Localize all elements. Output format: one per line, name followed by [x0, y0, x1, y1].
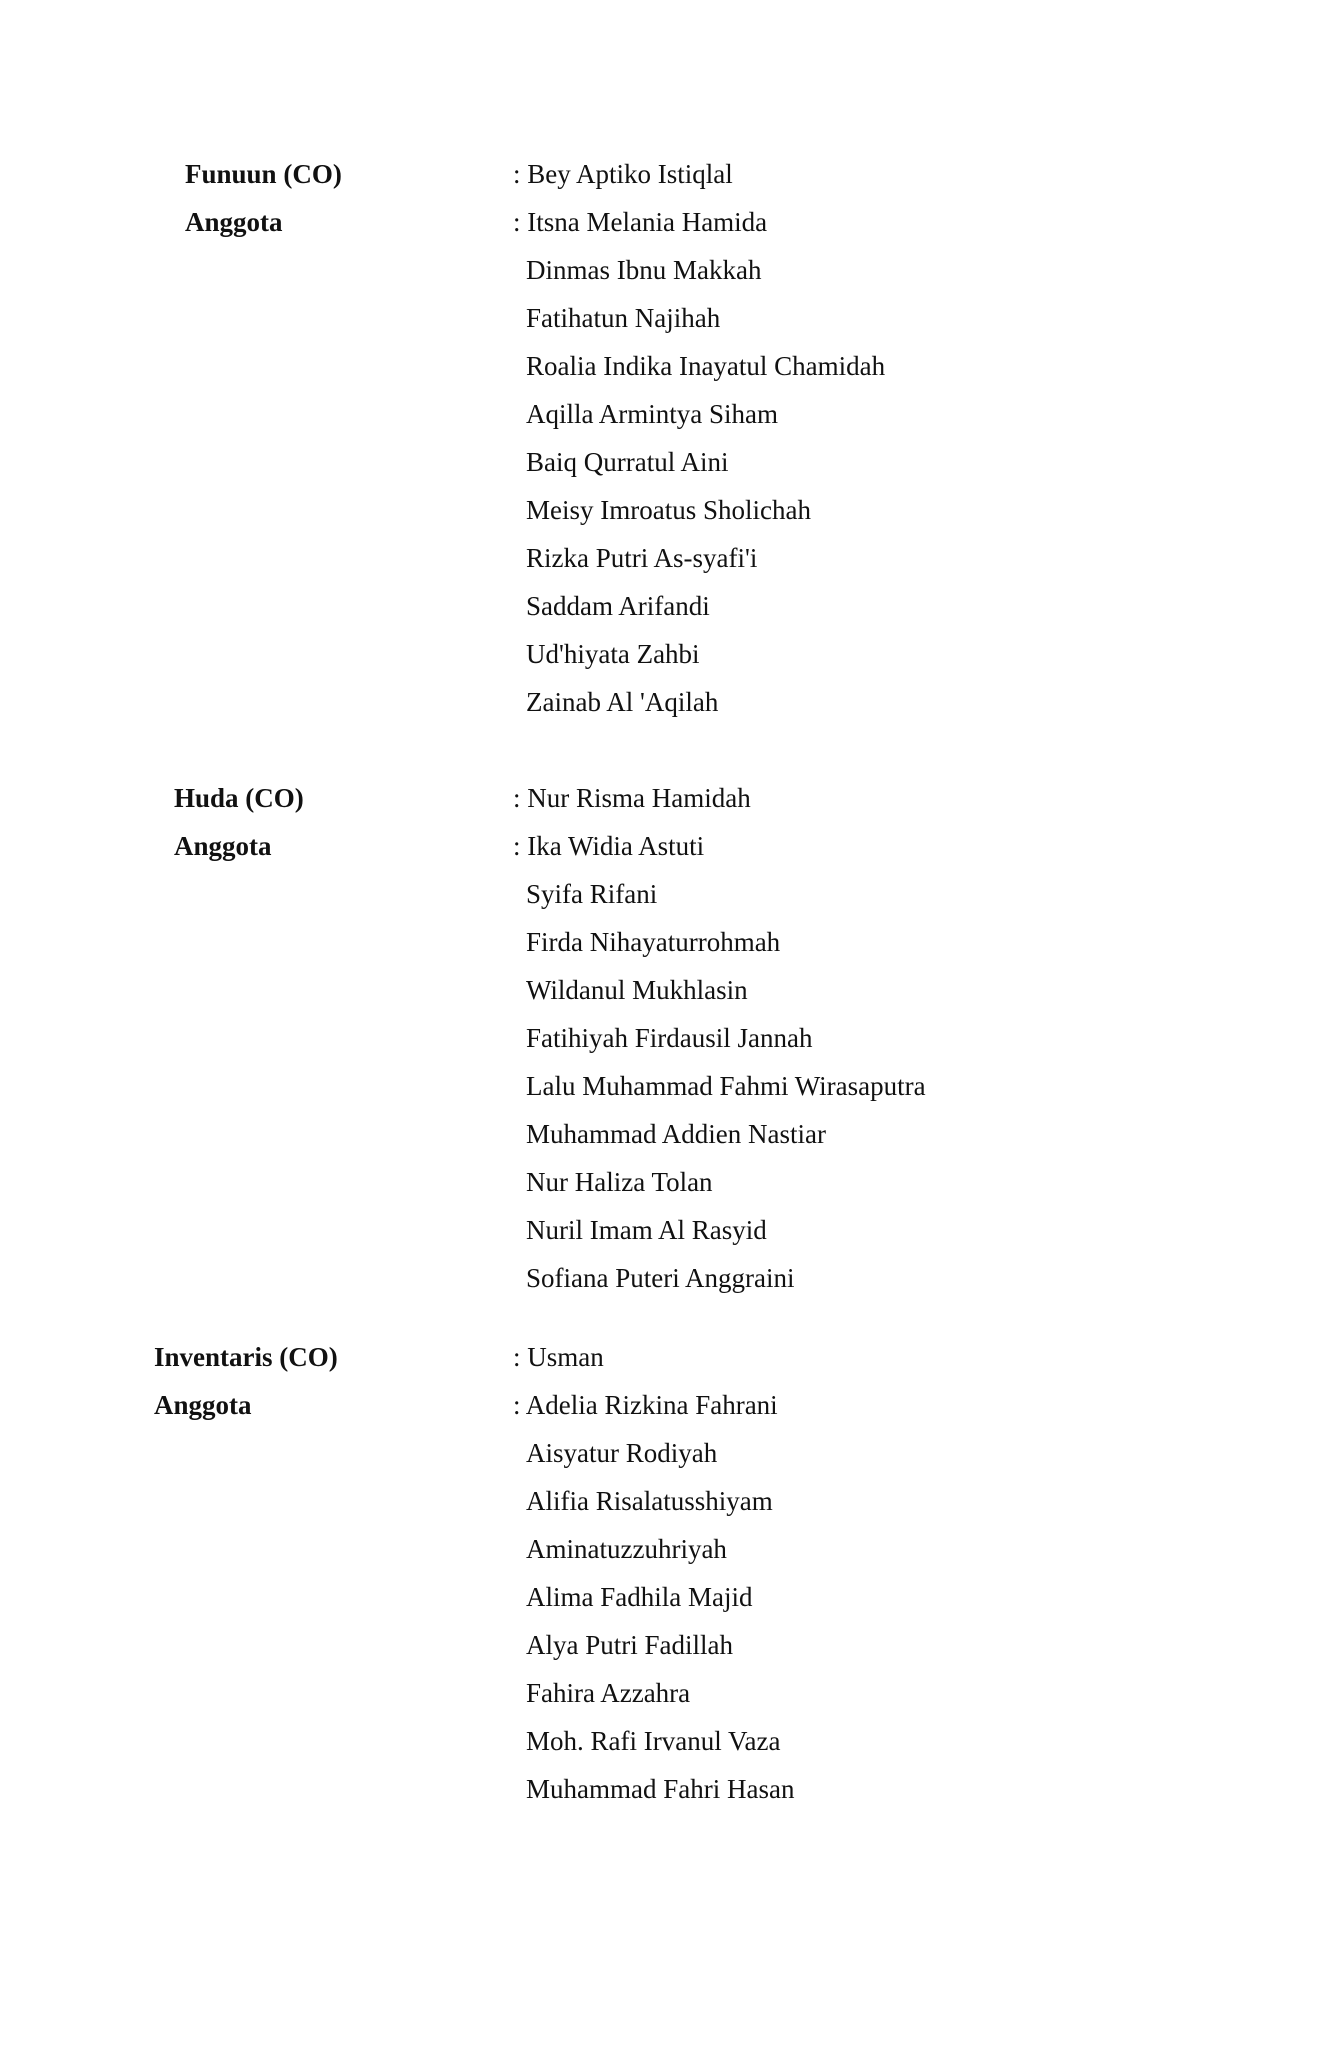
member-name: Muhammad Addien Nastiar [526, 1119, 826, 1149]
co-label: Funuun (CO) [185, 159, 342, 189]
member-name: Ud'hiyata Zahbi [526, 639, 700, 669]
co-value: : Bey Aptiko Istiqlal [513, 159, 733, 189]
anggota-first-member: : Ika Widia Astuti [513, 831, 705, 861]
member-name: Sofiana Puteri Anggraini [526, 1263, 795, 1293]
member-name: Firda Nihayaturrohmah [526, 927, 781, 957]
member-name: Moh. Rafi Irvanul Vaza [526, 1726, 781, 1756]
member-name: Zainab Al 'Aqilah [526, 687, 719, 717]
co-value: : Nur Risma Hamidah [513, 783, 751, 813]
member-name: Muhammad Fahri Hasan [526, 1774, 795, 1804]
member-name: Aminatuzzuhriyah [526, 1534, 727, 1564]
member-name: Meisy Imroatus Sholichah [526, 495, 811, 525]
member-name: Nuril Imam Al Rasyid [526, 1215, 767, 1245]
member-name: Fatihiyah Firdausil Jannah [526, 1023, 813, 1053]
member-name: Alima Fadhila Majid [526, 1582, 753, 1612]
anggota-label: Anggota [154, 1390, 252, 1420]
member-name: Aisyatur Rodiyah [526, 1438, 718, 1468]
member-name: Alya Putri Fadillah [526, 1630, 733, 1660]
member-name: Aqilla Armintya Siham [526, 399, 778, 429]
co-label: Huda (CO) [174, 783, 304, 813]
member-name: Roalia Indika Inayatul Chamidah [526, 351, 886, 381]
anggota-first-member: : Itsna Melania Hamida [513, 207, 768, 237]
anggota-label: Anggota [174, 831, 272, 861]
anggota-first-member: : Adelia Rizkina Fahrani [513, 1390, 778, 1420]
co-value: : Usman [513, 1342, 604, 1372]
member-name: Syifa Rifani [526, 879, 658, 909]
member-name: Fahira Azzahra [526, 1678, 691, 1708]
member-name: Wildanul Mukhlasin [526, 975, 748, 1005]
member-name: Fatihatun Najihah [526, 303, 721, 333]
member-name: Saddam Arifandi [526, 591, 710, 621]
member-name: Lalu Muhammad Fahmi Wirasaputra [526, 1071, 926, 1101]
anggota-label: Anggota [185, 207, 283, 237]
member-name: Baiq Qurratul Aini [526, 447, 729, 477]
co-label: Inventaris (CO) [154, 1342, 338, 1372]
member-name: Nur Haliza Tolan [526, 1167, 713, 1197]
member-name: Rizka Putri As-syafi'i [526, 543, 758, 573]
member-name: Alifia Risalatusshiyam [526, 1486, 773, 1516]
member-name: Dinmas Ibnu Makkah [526, 255, 762, 285]
